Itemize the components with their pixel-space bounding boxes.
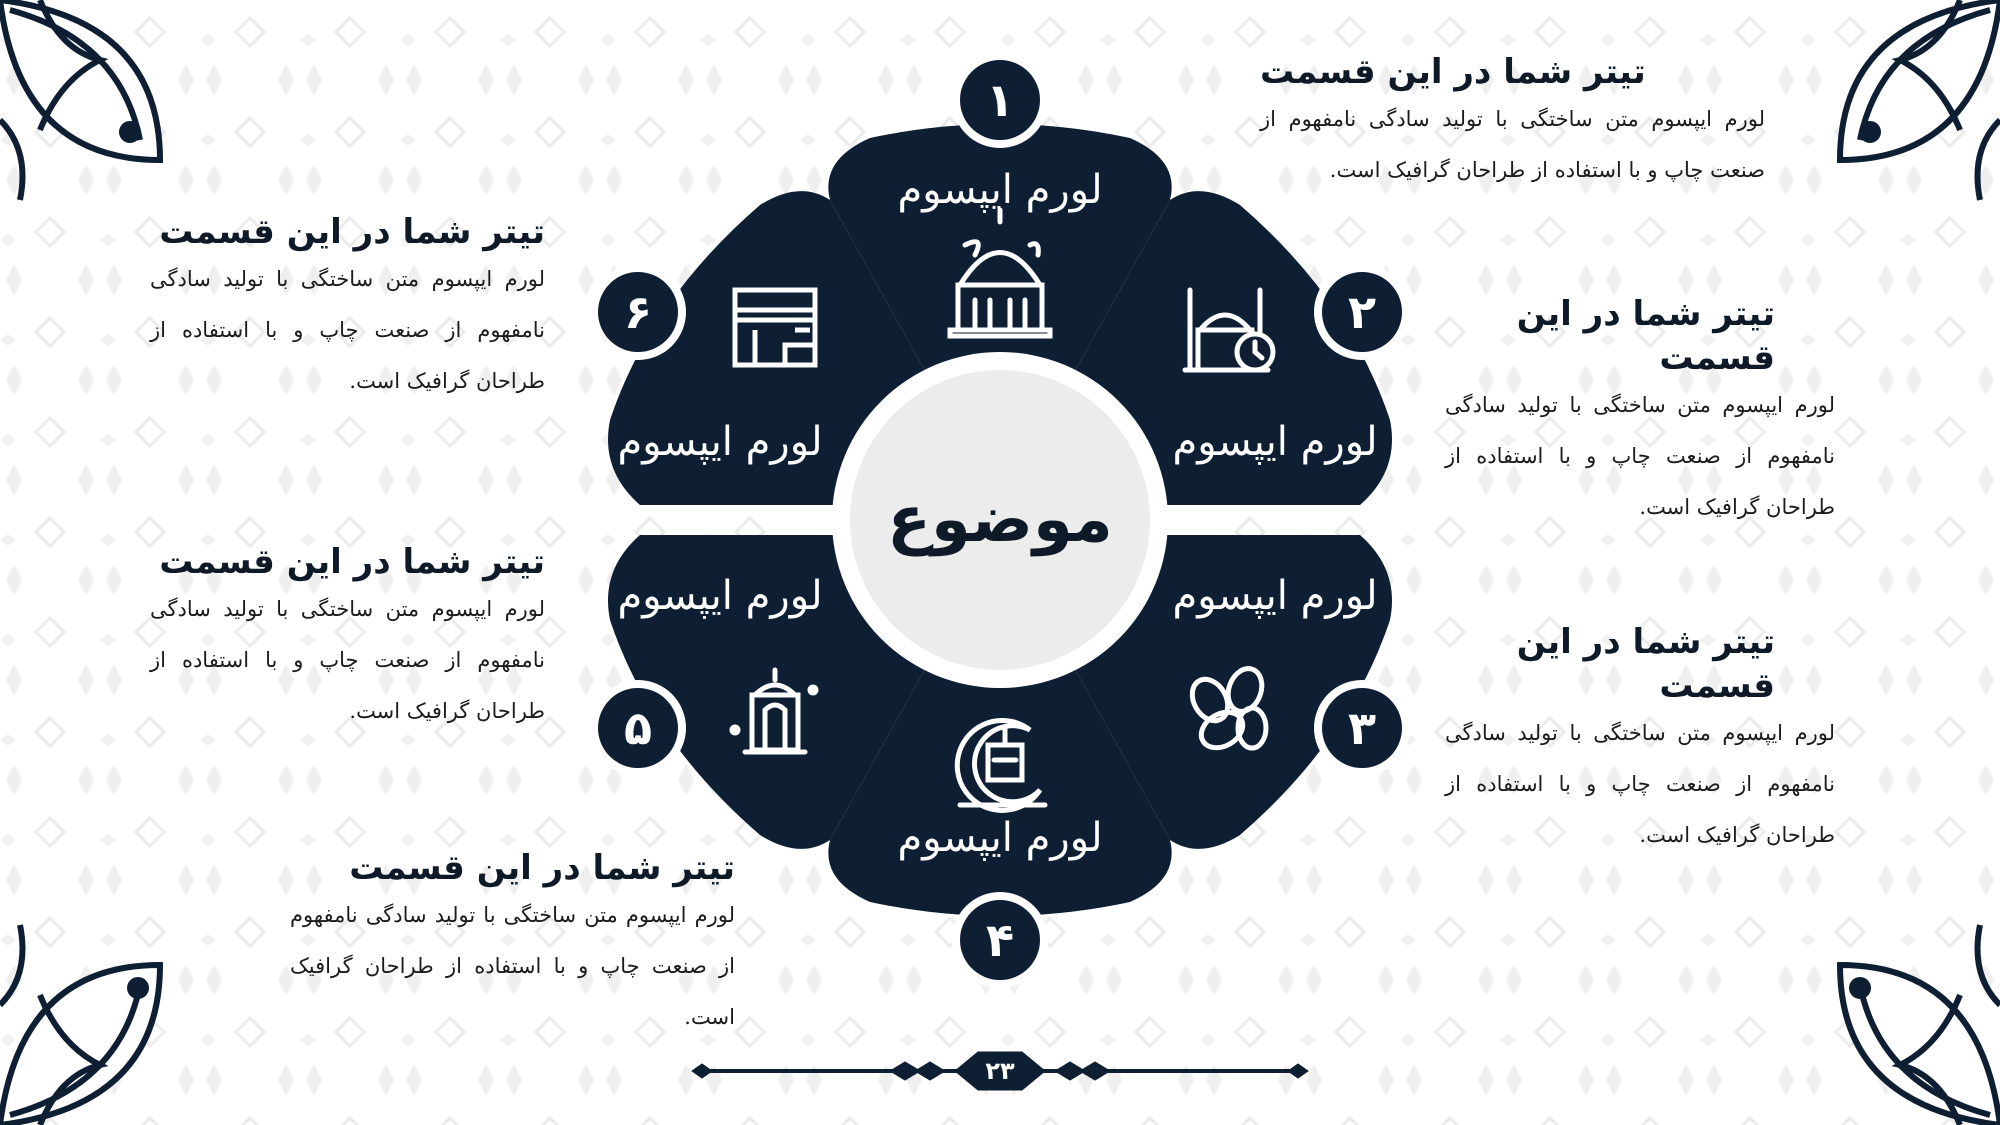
text-block-2-body: لورم ایپسوم متن ساختگی با تولید سادگی نامفهوم از صنعت چاپ و با استفاده از طراحان گرافیک است.: [1445, 393, 1835, 519]
petal-2-number: ۲: [1347, 285, 1377, 339]
petal-3-label: لورم ایپسوم: [1172, 573, 1378, 619]
text-block-3-title: تیتر شما در این قسمت: [1516, 622, 1775, 706]
text-block-4: [150, 210, 545, 407]
text-block-6-title: تیتر شما در این قسمت: [349, 848, 735, 888]
petal-1-label: لورم ایپسوم: [897, 167, 1103, 213]
page-number: ۲۳: [985, 1057, 1015, 1085]
center-topic: موضوع: [887, 483, 1113, 557]
text-block-5: [150, 540, 545, 737]
text-block-1-title: تیتر شما در این قسمت: [1260, 52, 1646, 92]
text-block-1-body: لورم ایپسوم متن ساختگی با تولید سادگی نامفهوم از صنعت چاپ و با استفاده از طراحان گرافیک است.: [1260, 107, 1765, 182]
petal-2-label: لورم ایپسوم: [1172, 419, 1378, 465]
text-block-4-title: تیتر شما در این قسمت: [159, 212, 545, 252]
petal-1-number: ۱: [985, 73, 1015, 127]
text-block-5-body: لورم ایپسوم متن ساختگی با تولید سادگی نامفهوم از صنعت چاپ و با استفاده از طراحان گرافیک است.: [150, 597, 545, 723]
petal-5-number: ۵: [623, 701, 653, 755]
petal-3-number: ۳: [1347, 701, 1377, 755]
text-block-3-body: لورم ایپسوم متن ساختگی با تولید سادگی نامفهوم از صنعت چاپ و با استفاده از طراحان گرافیک است.: [1445, 721, 1835, 847]
text-block-2-title: تیتر شما در این قسمت: [1516, 294, 1775, 378]
text-block-6: [290, 846, 735, 1043]
petal-5-label: لورم ایپسوم: [617, 573, 823, 619]
text-block-2: [1445, 292, 1835, 533]
text-block-4-body: لورم ایپسوم متن ساختگی با تولید سادگی نامفهوم از صنعت چاپ و با استفاده از طراحان گرافیک است.: [150, 267, 545, 393]
petal-4-label: لورم ایپسوم: [897, 815, 1103, 861]
text-block-5-title: تیتر شما در این قسمت: [159, 542, 545, 582]
petal-6-number: ۶: [623, 285, 653, 339]
text-block-1: [1260, 50, 1765, 196]
petal-4-number: ۴: [985, 913, 1015, 967]
text-block-3: [1445, 620, 1835, 861]
petal-6-label: لورم ایپسوم: [617, 419, 823, 465]
text-block-6-body: لورم ایپسوم متن ساختگی با تولید سادگی نامفهوم از صنعت چاپ و با استفاده از طراحان گرافیک است.: [290, 903, 735, 1029]
